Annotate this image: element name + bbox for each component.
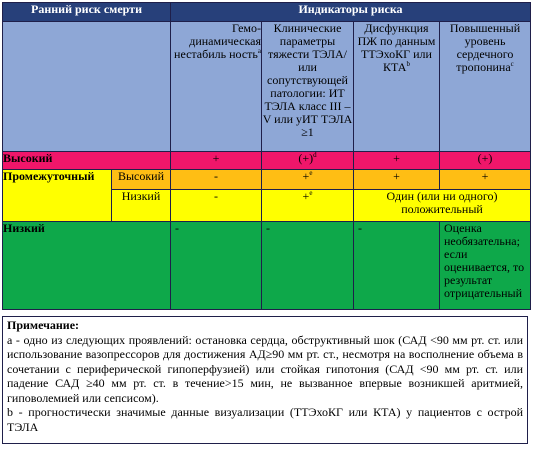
rv-header-text: Дисфункция ПЖ по данным ТТЭхоКГ или КТА <box>357 21 436 74</box>
rv-header <box>354 22 440 152</box>
footnote-b: b - прогностически значимые данные визуализации (ТТЭхоКГ или КТА) у пациентов с острой ТЭЛА <box>7 405 523 434</box>
ih-rv-cell: + <box>354 170 440 190</box>
high-risk-row <box>3 152 531 170</box>
low-risk-label: Низкий <box>3 222 171 310</box>
low-hemo-cell: - <box>171 222 262 310</box>
il-clinical-sup: e <box>309 189 313 197</box>
footnote-box <box>2 316 528 444</box>
indicators-header: Индикаторы риска <box>171 3 531 22</box>
risk-column-header: Ранний риск смерти <box>3 3 171 22</box>
low-risk-row <box>3 222 531 310</box>
high-clinical-sup: d <box>313 151 317 159</box>
hemo-header-sup: a <box>257 47 261 55</box>
subheader-row <box>3 22 531 152</box>
high-troponin-cell: (+) <box>440 152 531 170</box>
il-clinical-cell <box>262 190 354 222</box>
troponin-header-sup: c <box>510 60 514 68</box>
header-row <box>3 3 531 22</box>
clinical-header: Клинические параметры тяжести ТЭЛА/или сопутствующей патологии: ИТ ТЭЛА класс III – V или уИТ ТЭЛА ≥1 <box>262 22 354 152</box>
subheader-empty-cell <box>3 22 171 152</box>
il-clinical-value: + <box>302 189 310 203</box>
troponin-header <box>440 22 531 152</box>
low-rv-cell: - <box>354 222 440 310</box>
intermediate-high-row <box>3 170 531 190</box>
troponin-header-text: Повышенный уровень сердечного тропонина <box>449 21 521 74</box>
high-clinical-cell <box>262 152 354 170</box>
intermediate-low-label: Низкий <box>112 190 171 222</box>
ih-troponin-cell: + <box>440 170 531 190</box>
il-hemo-cell: - <box>171 190 262 222</box>
risk-table <box>2 2 531 310</box>
intermediate-risk-label: Промежуточный <box>3 170 112 222</box>
ih-hemo-cell: - <box>171 170 262 190</box>
low-troponin-cell: Оценка необязательна; если оценивается, то результат отрицательный <box>440 222 531 310</box>
hemo-header-text: Гемо-динамическая нестабиль ность <box>174 21 261 61</box>
high-hemo-cell: + <box>171 152 262 170</box>
rv-header-sup: b <box>406 60 410 68</box>
intermediate-high-label: Высокий <box>112 170 171 190</box>
high-risk-label: Высокий <box>3 152 171 170</box>
ih-clinical-cell <box>262 170 354 190</box>
il-rv-troponin-cell: Один (или ни одного) положительный <box>354 190 531 222</box>
hemo-header <box>171 22 262 152</box>
high-clinical-value: (+) <box>298 151 314 165</box>
ih-clinical-value: + <box>302 169 310 183</box>
ih-clinical-sup: e <box>309 169 313 177</box>
low-clinical-cell: - <box>262 222 354 310</box>
risk-table-container <box>2 2 530 310</box>
footnote-title: Примечание: <box>7 318 80 332</box>
high-rv-cell: + <box>354 152 440 170</box>
footnote-a: a - одно из следующих проявлений: остановка сердца, обструктивный шок (САД <90 мм рт. ст. или использование вазопрессоров для достижения АД≥90 мм рт. ст., несмотря на восполнение объема в сочетании с периферической гипоперфузией) или стойкая гипотония (САД <90 мм рт. ст. или падение САД ≥40 мм рт. ст. в течение>15 мин, не вызванное впервые возникшей аритмией, гиповолемией или сепсисом). <box>7 332 523 405</box>
